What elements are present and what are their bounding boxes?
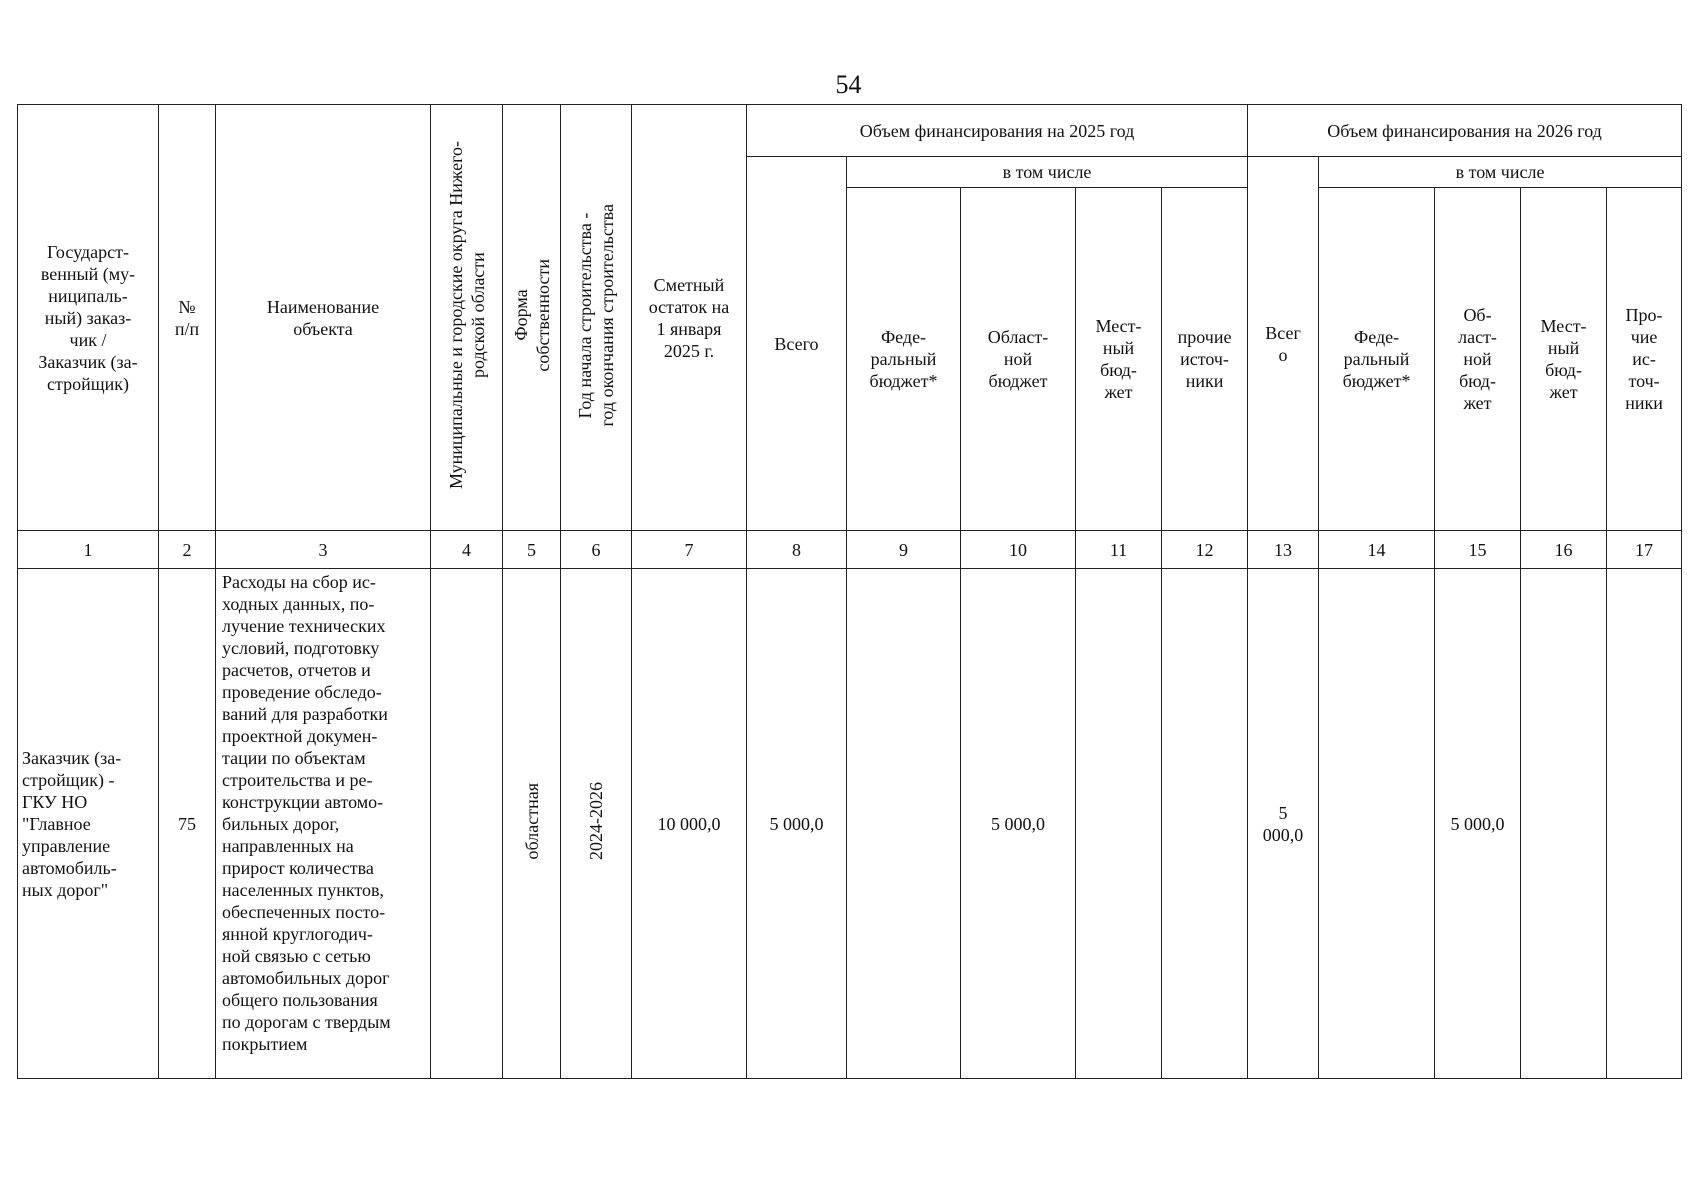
row-total-2026: 5 000,0 [1248,569,1319,1079]
row-other-2026 [1607,569,1682,1079]
column-number: 4 [431,531,503,569]
row-other-2025 [1162,569,1248,1079]
header-estimate: Сметный остаток на 1 января 2025 г. [632,105,747,531]
budget-table [17,104,1682,1079]
row-customer: Заказчик (за- стройщик) - ГКУ НО "Главное управление автомобиль- ных дорог" [18,569,159,1079]
header-other-2026: Про- чие ис- точ- ники [1607,188,1682,531]
header-including-2025: в том числе [847,157,1248,188]
header-total-2026: Всег о [1248,157,1319,531]
row-regional-2025: 5 000,0 [961,569,1076,1079]
column-number: 14 [1319,531,1435,569]
row-federal-2025 [847,569,961,1079]
header-row-1 [18,105,1682,157]
column-number: 7 [632,531,747,569]
header-funding-2025: Объем финансирования на 2025 год [747,105,1248,157]
column-number: 1 [18,531,159,569]
header-number: № п/п [159,105,216,531]
column-number: 2 [159,531,216,569]
header-object-name: Наименование объекта [216,105,431,531]
column-number: 6 [561,531,632,569]
row-local-2025 [1076,569,1162,1079]
header-federal-2026: Феде- ральный бюджет* [1319,188,1435,531]
column-number: 10 [961,531,1076,569]
header-years: Год начала строительства - год окончания строительства [561,105,632,531]
column-number: 12 [1162,531,1248,569]
column-number: 15 [1435,531,1521,569]
column-number: 8 [747,531,847,569]
header-regional-2025: Област- ной бюджет [961,188,1076,531]
column-number: 13 [1248,531,1319,569]
header-federal-2025: Феде- ральный бюджет* [847,188,961,531]
column-number: 11 [1076,531,1162,569]
row-ownership: областная [503,569,561,1079]
column-number: 16 [1521,531,1607,569]
row-municipal [431,569,503,1079]
column-number-row [18,531,1682,569]
page-number: 54 [835,70,862,99]
header-municipal: Муниципальные и городские округа Нижего- родской области [431,105,503,531]
row-estimate: 10 000,0 [632,569,747,1079]
header-ownership: Форма собственности [503,105,561,531]
row-regional-2026: 5 000,0 [1435,569,1521,1079]
column-number: 5 [503,531,561,569]
header-regional-2026: Об- ласт- ной бюд- жет [1435,188,1521,531]
table-row [18,569,1682,1079]
row-federal-2026 [1319,569,1435,1079]
header-funding-2026: Объем финансирования на 2026 год [1248,105,1682,157]
header-other-2025: прочие источ- ники [1162,188,1248,531]
header-local-2025: Мест- ный бюд- жет [1076,188,1162,531]
row-number: 75 [159,569,216,1079]
row-years: 2024-2026 [561,569,632,1079]
column-number: 17 [1607,531,1682,569]
header-customer: Государст- венный (му- ниципаль- ный) заказ- чик / Заказчик (за- стройщик) [18,105,159,531]
row-total-2025: 5 000,0 [747,569,847,1079]
column-number: 3 [216,531,431,569]
header-local-2026: Мест- ный бюд- жет [1521,188,1607,531]
row-local-2026 [1521,569,1607,1079]
header-including-2026: в том числе [1319,157,1682,188]
row-object-name: Расходы на сбор ис- ходных данных, по- лучение технических условий, подготовку расчетов, отчетов и проведение обследо- ваний для разработки проектной докумен- тации по объектам строительства и ре- конструкции автомо- бильных дорог, направленных на прирост количества населенных пунктов, обеспеченных посто- янной круглогодич- ной связью с сетью автомобильных дорог общего пользования по дорогам с твердым покрытием [216,569,431,1079]
column-number: 9 [847,531,961,569]
header-total-2025: Всего [747,157,847,531]
